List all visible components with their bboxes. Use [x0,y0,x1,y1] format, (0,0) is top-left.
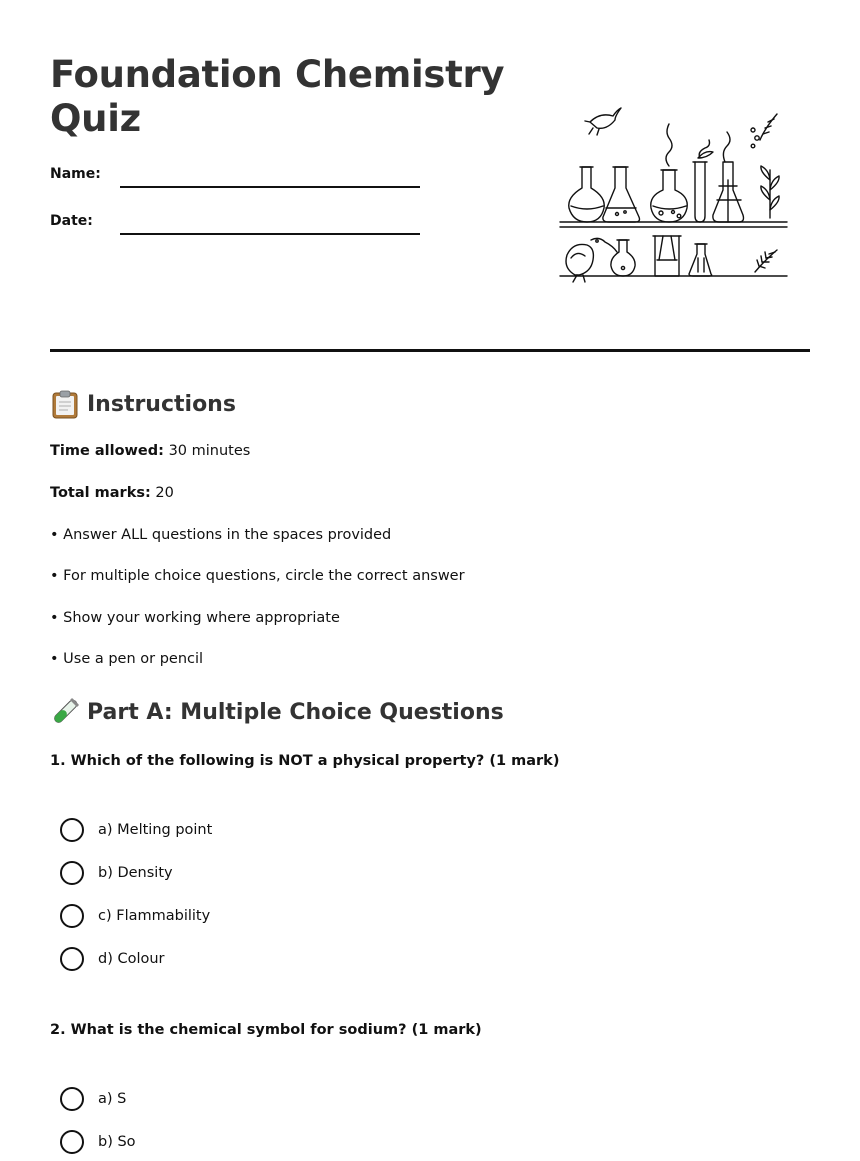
radio-button[interactable] [60,904,84,928]
instruction-bullet: • Show your working where appropriate [50,610,340,626]
date-field [50,213,430,243]
name-label: Name: [50,166,101,182]
option-label: d) Colour [98,951,165,967]
question-2-text: 2. What is the chemical symbol for sodium? (1 mark) [50,1022,482,1038]
time-allowed [50,441,250,461]
instruction-bullet: • Use a pen or pencil [50,651,204,667]
instructions-heading [50,389,236,419]
test-tube-icon [50,697,80,727]
option-label: c) Flammability [98,908,211,924]
name-answer-line[interactable] [120,186,420,188]
date-answer-line[interactable] [120,233,420,235]
clipboard-icon [50,389,80,419]
header-divider [50,349,810,352]
option-label: b) Density [98,865,173,881]
q2-option-a[interactable] [60,1086,126,1112]
radio-button[interactable] [60,818,84,842]
q1-option-c[interactable] [60,903,210,929]
total-marks-value: 20 [155,485,174,501]
time-allowed-label: Time allowed: [50,443,164,459]
q2-option-b[interactable] [60,1129,136,1155]
radio-button[interactable] [60,947,84,971]
quiz-title: Foundation Chemistry Quiz [50,53,505,140]
instruction-bullet: • Answer ALL questions in the spaces provided [50,527,392,543]
instructions-heading-text: Instructions [87,391,236,417]
question-1-text: 1. Which of the following is NOT a physical property? (1 mark) [50,753,560,769]
option-label: b) So [98,1134,136,1150]
option-label: a) S [98,1091,127,1107]
radio-button[interactable] [60,1087,84,1111]
time-allowed-value: 30 minutes [168,443,251,459]
q1-option-b[interactable] [60,860,173,886]
lab-glassware-shelf-illustration [555,100,795,290]
part-a-heading-text: Part A: Multiple Choice Questions [87,699,504,725]
q1-option-d[interactable] [60,946,165,972]
date-label: Date: [50,213,93,229]
radio-button[interactable] [60,861,84,885]
part-a-heading [50,697,504,727]
total-marks-label: Total marks: [50,485,151,501]
option-label: a) Melting point [98,822,213,838]
instruction-bullet: • For multiple choice questions, circle the correct answer [50,568,465,584]
name-field [50,166,430,196]
total-marks [50,483,174,503]
q1-option-a[interactable] [60,817,212,843]
radio-button[interactable] [60,1130,84,1154]
